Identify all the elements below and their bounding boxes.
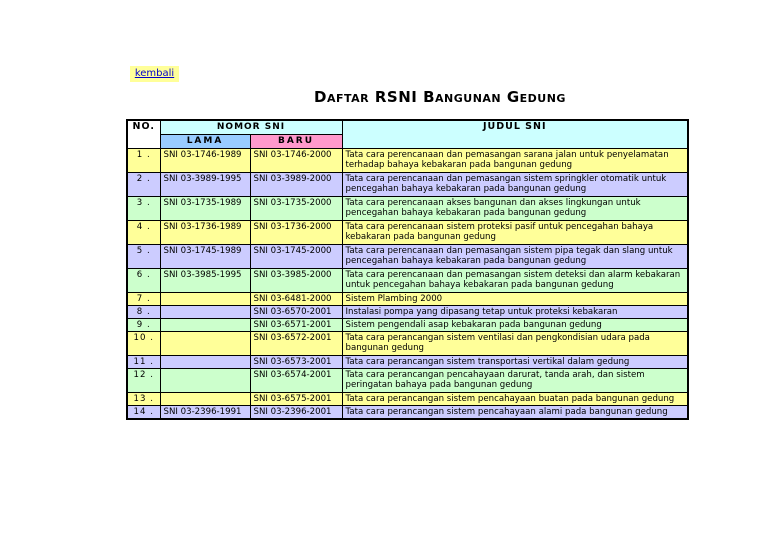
table-row	[127, 332, 688, 356]
sni-baru: SNI 03-1745-2000	[250, 245, 342, 269]
judul-sni: Tata cara perencanaan dan pemasangan sistem deteksi dan alarm kebakaran untuk pencegahan bahaya kebakaran pada bangunan gedung	[342, 269, 688, 293]
sni-baru: SNI 03-6574-2001	[250, 369, 342, 393]
table-row	[127, 197, 688, 221]
sni-baru: SNI 03-6571-2001	[250, 319, 342, 332]
sni-lama	[160, 369, 250, 393]
judul-sni: Tata cara perancangan sistem ventilasi dan pengkondisian udara pada bangunan gedung	[342, 332, 688, 356]
sni-lama	[160, 332, 250, 356]
sni-baru: SNI 03-6570-2001	[250, 306, 342, 319]
judul-sni: Tata cara perencanaan dan pemasangan sarana jalan untuk penyelamatan terhadap bahaya kebakaran pada bangunan gedung	[342, 149, 688, 173]
sni-lama: SNI 03-2396-1991	[160, 406, 250, 420]
table-row	[127, 221, 688, 245]
judul-sni: Tata cara perencanaan akses bangunan dan akses lingkungan untuk pencegahan bahaya kebakaran pada bangunan gedung	[342, 197, 688, 221]
table-row	[127, 406, 688, 420]
header-nomor-sni: NOMOR SNI	[160, 120, 342, 135]
sni-lama	[160, 306, 250, 319]
judul-sni: Sistem pengendali asap kebakaran pada bangunan gedung	[342, 319, 688, 332]
header-no: NO.	[127, 120, 160, 149]
row-number: 13 .	[127, 393, 160, 406]
sni-lama	[160, 356, 250, 369]
table-row	[127, 245, 688, 269]
row-number: 12 .	[127, 369, 160, 393]
sni-lama: SNI 03-1735-1989	[160, 197, 250, 221]
row-number: 7 .	[127, 293, 160, 306]
sni-baru: SNI 03-6572-2001	[250, 332, 342, 356]
table-row	[127, 356, 688, 369]
sni-baru: SNI 03-1736-2000	[250, 221, 342, 245]
row-number: 5 .	[127, 245, 160, 269]
judul-sni: Sistem Plambing 2000	[342, 293, 688, 306]
sni-baru: SNI 03-6481-2000	[250, 293, 342, 306]
table-row	[127, 269, 688, 293]
judul-sni: Tata cara perancangan pencahayaan darurat, tanda arah, dan sistem peringatan bahaya pada bangunan gedung	[342, 369, 688, 393]
row-number: 3 .	[127, 197, 160, 221]
table-row	[127, 149, 688, 173]
sni-lama: SNI 03-1746-1989	[160, 149, 250, 173]
judul-sni: Tata cara perancangan sistem pencahayaan alami pada bangunan gedung	[342, 406, 688, 420]
sni-table	[126, 119, 689, 420]
table-row	[127, 306, 688, 319]
row-number: 6 .	[127, 269, 160, 293]
row-number: 2 .	[127, 173, 160, 197]
sni-lama: SNI 03-1745-1989	[160, 245, 250, 269]
row-number: 10 .	[127, 332, 160, 356]
sni-lama: SNI 03-3989-1995	[160, 173, 250, 197]
sni-lama: SNI 03-1736-1989	[160, 221, 250, 245]
judul-sni: Instalasi pompa yang dipasang tetap untuk proteksi kebakaran	[342, 306, 688, 319]
header-lama: LAMA	[160, 135, 250, 149]
row-number: 8 .	[127, 306, 160, 319]
sni-baru: SNI 03-6575-2001	[250, 393, 342, 406]
judul-sni: Tata cara perencanaan dan pemasangan sistem springkler otomatik untuk pencegahan bahaya kebakaran pada bangunan gedung	[342, 173, 688, 197]
table-body	[127, 149, 688, 420]
sni-baru: SNI 03-1735-2000	[250, 197, 342, 221]
judul-sni: Tata cara perancangan sistem transportasi vertikal dalam gedung	[342, 356, 688, 369]
table-row	[127, 293, 688, 306]
judul-sni: Tata cara perencanaan dan pemasangan sistem pipa tegak dan slang untuk pencegahan bahaya kebakaran pada bangunan gedung	[342, 245, 688, 269]
row-number: 1 .	[127, 149, 160, 173]
sni-baru: SNI 03-3989-2000	[250, 173, 342, 197]
table-row	[127, 173, 688, 197]
judul-sni: Tata cara perencanaan sistem proteksi pasif untuk pencegahan bahaya kebakaran pada bangunan gedung	[342, 221, 688, 245]
header-judul-sni: JUDUL SNI	[342, 120, 688, 149]
sni-lama	[160, 393, 250, 406]
table-row	[127, 369, 688, 393]
sni-lama	[160, 319, 250, 332]
page-title: Daftar RSNI Bangunan Gedung	[314, 88, 566, 106]
sni-baru: SNI 03-6573-2001	[250, 356, 342, 369]
sni-baru: SNI 03-3985-2000	[250, 269, 342, 293]
sni-baru: SNI 03-1746-2000	[250, 149, 342, 173]
table-row	[127, 319, 688, 332]
sni-baru: SNI 03-2396-2001	[250, 406, 342, 420]
header-baru: BARU	[250, 135, 342, 149]
row-number: 11 .	[127, 356, 160, 369]
row-number: 14 .	[127, 406, 160, 420]
back-link[interactable]: kembali	[130, 66, 179, 82]
row-number: 9 .	[127, 319, 160, 332]
table-row	[127, 393, 688, 406]
row-number: 4 .	[127, 221, 160, 245]
sni-lama	[160, 293, 250, 306]
judul-sni: Tata cara perancangan sistem pencahayaan buatan pada bangunan gedung	[342, 393, 688, 406]
sni-lama: SNI 03-3985-1995	[160, 269, 250, 293]
